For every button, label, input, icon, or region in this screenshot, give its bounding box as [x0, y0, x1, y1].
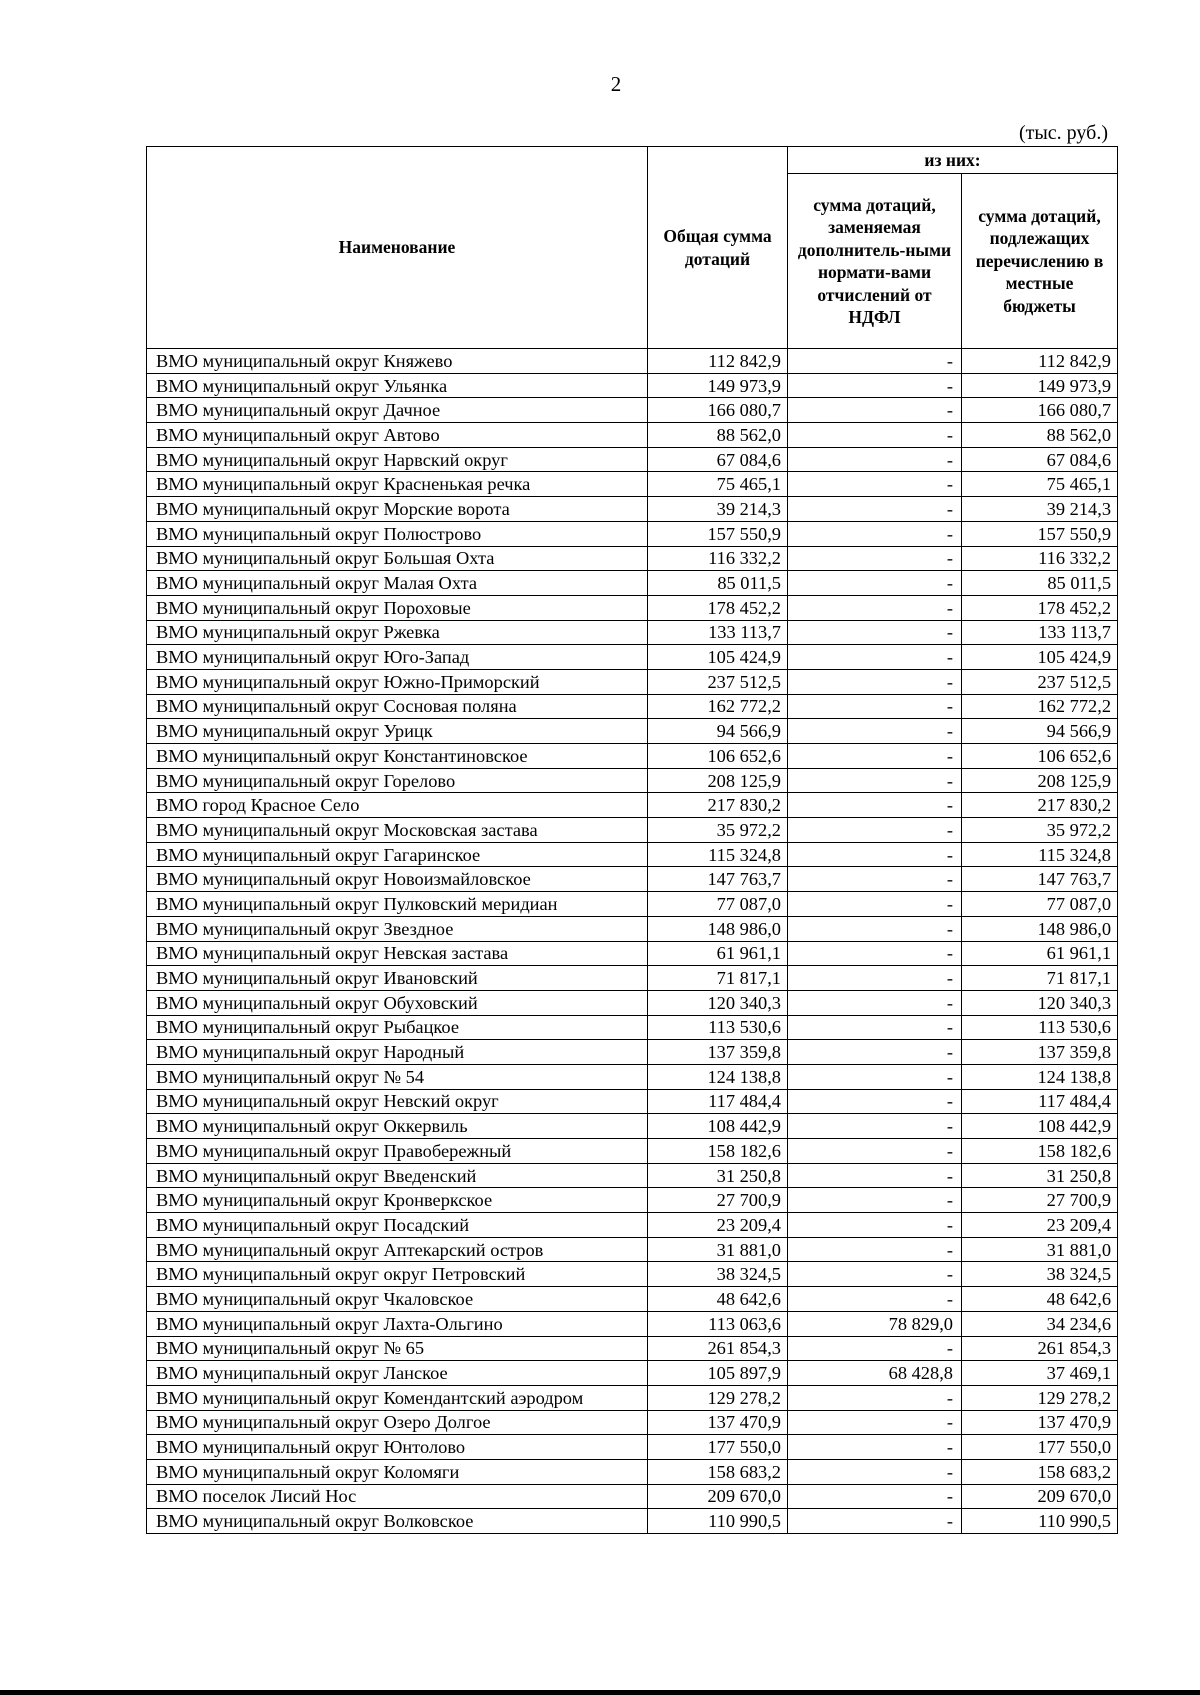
- row-transfer-cell: 39 214,3: [962, 497, 1118, 522]
- table-row: [147, 645, 1118, 670]
- row-replaced-cell: -: [788, 1139, 962, 1164]
- row-replaced-cell: -: [788, 867, 962, 892]
- row-total-cell: 117 484,4: [648, 1089, 788, 1114]
- row-transfer-cell: 94 566,9: [962, 719, 1118, 744]
- row-transfer-cell: 137 359,8: [962, 1040, 1118, 1065]
- row-name-cell: ВМО муниципальный округ Урицк: [147, 719, 648, 744]
- row-name-cell: ВМО муниципальный округ № 65: [147, 1336, 648, 1361]
- row-name-cell: ВМО муниципальный округ Невский округ: [147, 1089, 648, 1114]
- row-total-cell: 35 972,2: [648, 818, 788, 843]
- row-replaced-cell: -: [788, 373, 962, 398]
- row-transfer-cell: 88 562,0: [962, 423, 1118, 448]
- row-replaced-cell: 68 428,8: [788, 1361, 962, 1386]
- row-replaced-cell: -: [788, 744, 962, 769]
- row-transfer-cell: 31 250,8: [962, 1163, 1118, 1188]
- table-row: [147, 966, 1118, 991]
- row-replaced-cell: -: [788, 1385, 962, 1410]
- row-transfer-cell: 261 854,3: [962, 1336, 1118, 1361]
- table-row: [147, 1163, 1118, 1188]
- row-total-cell: 110 990,5: [648, 1509, 788, 1534]
- row-total-cell: 31 250,8: [648, 1163, 788, 1188]
- table-row: [147, 1311, 1118, 1336]
- row-transfer-cell: 116 332,2: [962, 546, 1118, 571]
- row-name-cell: ВМО муниципальный округ Красненькая речка: [147, 472, 648, 497]
- row-transfer-cell: 38 324,5: [962, 1262, 1118, 1287]
- row-name-cell: ВМО муниципальный округ Княжево: [147, 349, 648, 374]
- row-replaced-cell: -: [788, 1064, 962, 1089]
- table-row: [147, 620, 1118, 645]
- row-total-cell: 61 961,1: [648, 941, 788, 966]
- row-replaced-cell: -: [788, 1336, 962, 1361]
- row-total-cell: 129 278,2: [648, 1385, 788, 1410]
- row-replaced-cell: 78 829,0: [788, 1311, 962, 1336]
- row-total-cell: 157 550,9: [648, 521, 788, 546]
- row-total-cell: 208 125,9: [648, 768, 788, 793]
- row-total-cell: 94 566,9: [648, 719, 788, 744]
- row-name-cell: ВМО муниципальный округ Сосновая поляна: [147, 694, 648, 719]
- row-name-cell: ВМО муниципальный округ Невская застава: [147, 941, 648, 966]
- row-total-cell: 75 465,1: [648, 472, 788, 497]
- row-total-cell: 105 424,9: [648, 645, 788, 670]
- row-replaced-cell: -: [788, 1040, 962, 1065]
- row-replaced-cell: -: [788, 1435, 962, 1460]
- row-name-cell: ВМО муниципальный округ Посадский: [147, 1213, 648, 1238]
- row-transfer-cell: 147 763,7: [962, 867, 1118, 892]
- row-total-cell: 115 324,8: [648, 842, 788, 867]
- row-total-cell: 158 182,6: [648, 1139, 788, 1164]
- table-row: [147, 1336, 1118, 1361]
- row-total-cell: 147 763,7: [648, 867, 788, 892]
- row-transfer-cell: 237 512,5: [962, 669, 1118, 694]
- table-row: [147, 1237, 1118, 1262]
- row-replaced-cell: -: [788, 1484, 962, 1509]
- table-row: [147, 423, 1118, 448]
- table-row: [147, 1459, 1118, 1484]
- row-name-cell: ВМО муниципальный округ Комендантский аэродром: [147, 1385, 648, 1410]
- row-transfer-cell: 115 324,8: [962, 842, 1118, 867]
- row-total-cell: 85 011,5: [648, 571, 788, 596]
- row-replaced-cell: -: [788, 595, 962, 620]
- units-label: (тыс. руб.): [1018, 122, 1108, 144]
- row-total-cell: 149 973,9: [648, 373, 788, 398]
- table-body: [147, 349, 1118, 1534]
- row-name-cell: ВМО муниципальный округ Южно-Приморский: [147, 669, 648, 694]
- row-name-cell: ВМО муниципальный округ Константиновское: [147, 744, 648, 769]
- table-row: [147, 744, 1118, 769]
- row-transfer-cell: 108 442,9: [962, 1114, 1118, 1139]
- row-replaced-cell: -: [788, 1188, 962, 1213]
- row-name-cell: ВМО муниципальный округ Правобережный: [147, 1139, 648, 1164]
- row-replaced-cell: -: [788, 521, 962, 546]
- row-transfer-cell: 178 452,2: [962, 595, 1118, 620]
- row-transfer-cell: 105 424,9: [962, 645, 1118, 670]
- table-row: [147, 990, 1118, 1015]
- row-replaced-cell: -: [788, 1262, 962, 1287]
- row-name-cell: ВМО муниципальный округ Морские ворота: [147, 497, 648, 522]
- table-row: [147, 1040, 1118, 1065]
- table-row: [147, 571, 1118, 596]
- row-total-cell: 177 550,0: [648, 1435, 788, 1460]
- row-total-cell: 158 683,2: [648, 1459, 788, 1484]
- row-name-cell: ВМО муниципальный округ Чкаловское: [147, 1287, 648, 1312]
- row-replaced-cell: -: [788, 1509, 962, 1534]
- header-total: Общая сумма дотаций: [648, 147, 788, 349]
- row-total-cell: 108 442,9: [648, 1114, 788, 1139]
- row-transfer-cell: 48 642,6: [962, 1287, 1118, 1312]
- row-total-cell: 178 452,2: [648, 595, 788, 620]
- row-total-cell: 133 113,7: [648, 620, 788, 645]
- row-transfer-cell: 149 973,9: [962, 373, 1118, 398]
- row-transfer-cell: 117 484,4: [962, 1089, 1118, 1114]
- header-name: Наименование: [147, 147, 648, 349]
- row-replaced-cell: -: [788, 1089, 962, 1114]
- row-total-cell: 39 214,3: [648, 497, 788, 522]
- row-name-cell: ВМО муниципальный округ Пулковский меридиан: [147, 892, 648, 917]
- table-row: [147, 447, 1118, 472]
- row-total-cell: 166 080,7: [648, 398, 788, 423]
- row-total-cell: 23 209,4: [648, 1213, 788, 1238]
- row-total-cell: 162 772,2: [648, 694, 788, 719]
- row-transfer-cell: 71 817,1: [962, 966, 1118, 991]
- row-replaced-cell: -: [788, 1163, 962, 1188]
- row-total-cell: 67 084,6: [648, 447, 788, 472]
- row-total-cell: 106 652,6: [648, 744, 788, 769]
- row-total-cell: 148 986,0: [648, 916, 788, 941]
- row-transfer-cell: 31 881,0: [962, 1237, 1118, 1262]
- row-transfer-cell: 162 772,2: [962, 694, 1118, 719]
- row-name-cell: ВМО муниципальный округ Обуховский: [147, 990, 648, 1015]
- row-replaced-cell: -: [788, 1237, 962, 1262]
- row-total-cell: 113 063,6: [648, 1311, 788, 1336]
- row-transfer-cell: 34 234,6: [962, 1311, 1118, 1336]
- row-name-cell: ВМО муниципальный округ Пороховые: [147, 595, 648, 620]
- row-replaced-cell: -: [788, 546, 962, 571]
- row-replaced-cell: -: [788, 842, 962, 867]
- table-row: [147, 546, 1118, 571]
- table-row: [147, 1410, 1118, 1435]
- row-replaced-cell: -: [788, 423, 962, 448]
- row-transfer-cell: 110 990,5: [962, 1509, 1118, 1534]
- row-replaced-cell: -: [788, 719, 962, 744]
- row-replaced-cell: -: [788, 1459, 962, 1484]
- table-row: [147, 867, 1118, 892]
- table-row: [147, 818, 1118, 843]
- table-row: [147, 595, 1118, 620]
- table-row: [147, 1361, 1118, 1386]
- row-name-cell: ВМО муниципальный округ Ульянка: [147, 373, 648, 398]
- table-row: [147, 1188, 1118, 1213]
- table-row: [147, 916, 1118, 941]
- row-total-cell: 209 670,0: [648, 1484, 788, 1509]
- row-replaced-cell: -: [788, 1410, 962, 1435]
- subsidies-table: [146, 146, 1118, 1534]
- row-transfer-cell: 166 080,7: [962, 398, 1118, 423]
- row-transfer-cell: 61 961,1: [962, 941, 1118, 966]
- row-transfer-cell: 112 842,9: [962, 349, 1118, 374]
- row-transfer-cell: 120 340,3: [962, 990, 1118, 1015]
- row-replaced-cell: -: [788, 966, 962, 991]
- table-row: [147, 669, 1118, 694]
- row-name-cell: ВМО муниципальный округ Полюстрово: [147, 521, 648, 546]
- row-name-cell: ВМО муниципальный округ Юго-Запад: [147, 645, 648, 670]
- row-total-cell: 137 470,9: [648, 1410, 788, 1435]
- row-name-cell: ВМО муниципальный округ Кронверкское: [147, 1188, 648, 1213]
- table-row: [147, 1089, 1118, 1114]
- row-total-cell: 105 897,9: [648, 1361, 788, 1386]
- row-transfer-cell: 133 113,7: [962, 620, 1118, 645]
- header-replaced: сумма дотаций, заменяемая дополнитель-ными нормати-вами отчислений от НДФЛ: [788, 174, 962, 349]
- bottom-scan-edge: [0, 1690, 1200, 1695]
- table-row: [147, 793, 1118, 818]
- row-name-cell: ВМО муниципальный округ Волковское: [147, 1509, 648, 1534]
- row-transfer-cell: 75 465,1: [962, 472, 1118, 497]
- row-name-cell: ВМО муниципальный округ Оккервиль: [147, 1114, 648, 1139]
- row-transfer-cell: 77 087,0: [962, 892, 1118, 917]
- table-row: [147, 1484, 1118, 1509]
- row-transfer-cell: 217 830,2: [962, 793, 1118, 818]
- table-row: [147, 472, 1118, 497]
- row-name-cell: ВМО муниципальный округ Ивановский: [147, 966, 648, 991]
- row-replaced-cell: -: [788, 398, 962, 423]
- row-total-cell: 27 700,9: [648, 1188, 788, 1213]
- row-transfer-cell: 106 652,6: [962, 744, 1118, 769]
- table-row: [147, 768, 1118, 793]
- row-total-cell: 261 854,3: [648, 1336, 788, 1361]
- row-replaced-cell: -: [788, 472, 962, 497]
- row-transfer-cell: 85 011,5: [962, 571, 1118, 596]
- row-total-cell: 88 562,0: [648, 423, 788, 448]
- row-transfer-cell: 208 125,9: [962, 768, 1118, 793]
- row-transfer-cell: 124 138,8: [962, 1064, 1118, 1089]
- row-transfer-cell: 27 700,9: [962, 1188, 1118, 1213]
- row-transfer-cell: 158 182,6: [962, 1139, 1118, 1164]
- row-replaced-cell: -: [788, 669, 962, 694]
- header-transfer: сумма дотаций, подлежащих перечислению в местные бюджеты: [962, 174, 1118, 349]
- row-replaced-cell: -: [788, 497, 962, 522]
- row-total-cell: 113 530,6: [648, 1015, 788, 1040]
- table-row: [147, 1287, 1118, 1312]
- table-row: [147, 521, 1118, 546]
- table-row: [147, 719, 1118, 744]
- row-transfer-cell: 67 084,6: [962, 447, 1118, 472]
- row-total-cell: 112 842,9: [648, 349, 788, 374]
- row-replaced-cell: -: [788, 1114, 962, 1139]
- row-name-cell: ВМО муниципальный округ Дачное: [147, 398, 648, 423]
- table-row: [147, 842, 1118, 867]
- row-name-cell: ВМО муниципальный округ Московская застава: [147, 818, 648, 843]
- row-transfer-cell: 137 470,9: [962, 1410, 1118, 1435]
- table-row: [147, 1139, 1118, 1164]
- table-row: [147, 1435, 1118, 1460]
- table-row: [147, 1509, 1118, 1534]
- table-row: [147, 1064, 1118, 1089]
- row-total-cell: 77 087,0: [648, 892, 788, 917]
- row-name-cell: ВМО муниципальный округ Ржевка: [147, 620, 648, 645]
- row-name-cell: ВМО муниципальный округ Ланское: [147, 1361, 648, 1386]
- header-of-which: из них:: [788, 147, 1118, 174]
- table-row: [147, 1213, 1118, 1238]
- row-replaced-cell: -: [788, 1213, 962, 1238]
- row-replaced-cell: -: [788, 1015, 962, 1040]
- table-row: [147, 1385, 1118, 1410]
- row-replaced-cell: -: [788, 694, 962, 719]
- row-name-cell: ВМО муниципальный округ округ Петровский: [147, 1262, 648, 1287]
- table-row: [147, 694, 1118, 719]
- row-name-cell: ВМО город Красное Село: [147, 793, 648, 818]
- row-name-cell: ВМО муниципальный округ Малая Охта: [147, 571, 648, 596]
- row-replaced-cell: -: [788, 990, 962, 1015]
- row-replaced-cell: -: [788, 1287, 962, 1312]
- row-transfer-cell: 37 469,1: [962, 1361, 1118, 1386]
- row-transfer-cell: 157 550,9: [962, 521, 1118, 546]
- row-total-cell: 237 512,5: [648, 669, 788, 694]
- row-name-cell: ВМО муниципальный округ Нарвский округ: [147, 447, 648, 472]
- row-name-cell: ВМО муниципальный округ Коломяги: [147, 1459, 648, 1484]
- row-replaced-cell: -: [788, 941, 962, 966]
- row-transfer-cell: 148 986,0: [962, 916, 1118, 941]
- table-row: [147, 398, 1118, 423]
- table-row: [147, 349, 1118, 374]
- row-name-cell: ВМО муниципальный округ Звездное: [147, 916, 648, 941]
- row-name-cell: ВМО муниципальный округ Юнтолово: [147, 1435, 648, 1460]
- row-name-cell: ВМО муниципальный округ Автово: [147, 423, 648, 448]
- row-replaced-cell: -: [788, 620, 962, 645]
- row-name-cell: ВМО муниципальный округ Аптекарский остров: [147, 1237, 648, 1262]
- row-total-cell: 217 830,2: [648, 793, 788, 818]
- row-total-cell: 124 138,8: [648, 1064, 788, 1089]
- row-replaced-cell: -: [788, 818, 962, 843]
- table-row: [147, 892, 1118, 917]
- row-total-cell: 137 359,8: [648, 1040, 788, 1065]
- table-row: [147, 1015, 1118, 1040]
- row-total-cell: 38 324,5: [648, 1262, 788, 1287]
- table-row: [147, 497, 1118, 522]
- row-replaced-cell: -: [788, 768, 962, 793]
- row-replaced-cell: -: [788, 916, 962, 941]
- row-transfer-cell: 113 530,6: [962, 1015, 1118, 1040]
- row-replaced-cell: -: [788, 793, 962, 818]
- row-total-cell: 31 881,0: [648, 1237, 788, 1262]
- row-transfer-cell: 209 670,0: [962, 1484, 1118, 1509]
- table-row: [147, 1262, 1118, 1287]
- row-name-cell: ВМО муниципальный округ Гагаринское: [147, 842, 648, 867]
- row-transfer-cell: 35 972,2: [962, 818, 1118, 843]
- row-name-cell: ВМО муниципальный округ Большая Охта: [147, 546, 648, 571]
- row-transfer-cell: 129 278,2: [962, 1385, 1118, 1410]
- row-total-cell: 48 642,6: [648, 1287, 788, 1312]
- row-name-cell: ВМО муниципальный округ Озеро Долгое: [147, 1410, 648, 1435]
- row-total-cell: 71 817,1: [648, 966, 788, 991]
- row-name-cell: ВМО муниципальный округ Горелово: [147, 768, 648, 793]
- table-row: [147, 373, 1118, 398]
- row-transfer-cell: 158 683,2: [962, 1459, 1118, 1484]
- row-name-cell: ВМО муниципальный округ Лахта-Ольгино: [147, 1311, 648, 1336]
- row-total-cell: 120 340,3: [648, 990, 788, 1015]
- row-replaced-cell: -: [788, 349, 962, 374]
- row-replaced-cell: -: [788, 447, 962, 472]
- row-transfer-cell: 23 209,4: [962, 1213, 1118, 1238]
- page-number: 2: [610, 72, 622, 96]
- row-name-cell: ВМО муниципальный округ Новоизмайловское: [147, 867, 648, 892]
- row-replaced-cell: -: [788, 645, 962, 670]
- table-row: [147, 1114, 1118, 1139]
- row-replaced-cell: -: [788, 571, 962, 596]
- table-row: [147, 941, 1118, 966]
- row-name-cell: ВМО муниципальный округ Введенский: [147, 1163, 648, 1188]
- row-transfer-cell: 177 550,0: [962, 1435, 1118, 1460]
- row-name-cell: ВМО муниципальный округ Рыбацкое: [147, 1015, 648, 1040]
- row-replaced-cell: -: [788, 892, 962, 917]
- row-name-cell: ВМО поселок Лисий Нос: [147, 1484, 648, 1509]
- row-name-cell: ВМО муниципальный округ № 54: [147, 1064, 648, 1089]
- row-name-cell: ВМО муниципальный округ Народный: [147, 1040, 648, 1065]
- row-total-cell: 116 332,2: [648, 546, 788, 571]
